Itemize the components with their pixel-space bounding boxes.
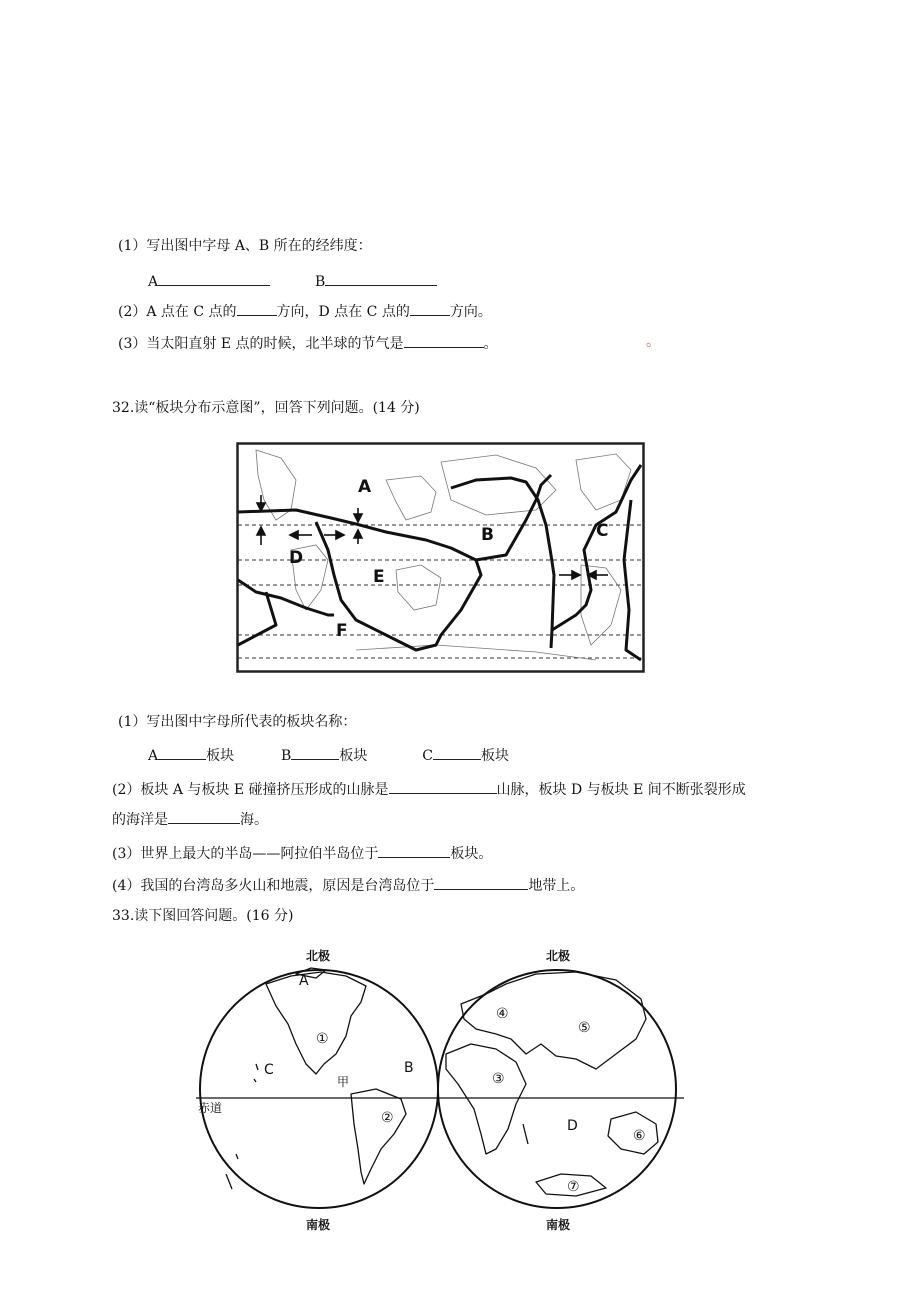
plate-word-b: 板块 [339, 748, 368, 764]
q32-sub1-b-label: B [281, 748, 292, 764]
q31-sub1-b-label: B [315, 274, 326, 290]
plate-label-f: F [336, 621, 348, 641]
eastern-hemisphere [438, 970, 676, 1208]
q31-sub2-text-2: 方向，D 点在 C 点的 [276, 304, 410, 320]
q31-sub1-text: (1）写出图中字母 A、B 所在的经纬度： [118, 238, 372, 254]
label-3: ③ [492, 1071, 505, 1087]
q32-sub2-text-3: 的海洋是 [112, 812, 168, 828]
plate-word-a: 板块 [206, 748, 235, 764]
north-pole-label-west: 北极 [306, 949, 331, 963]
q32-sub2-line2 [112, 808, 268, 830]
plate-label-b: B [481, 525, 494, 545]
q32-sub2-text-1: (2）板块 A 与板块 E 碰撞挤压形成的山脉是 [112, 782, 389, 798]
label-6: ⑥ [633, 1128, 646, 1144]
q32-sub4-text-2: 地带上。 [528, 878, 585, 894]
equator-label: 赤道 [198, 1101, 223, 1115]
q31-sub2-text-3: 方向。 [449, 304, 492, 320]
answer-blank-b-coords[interactable] [325, 270, 437, 286]
q31-sub2-text-1: (2）A 点在 C 点的 [118, 304, 237, 320]
q32-title: 32.读“板块分布示意图”，回答下列问题。(14 分) [112, 400, 420, 416]
label-7: ⑦ [567, 1179, 580, 1195]
label-2: ② [381, 1110, 394, 1126]
q32-sub1-answers [148, 744, 509, 766]
q32-sub1-a-label: A [148, 748, 159, 764]
label-4: ④ [496, 1006, 509, 1022]
q32-sub1-c-label: C [422, 748, 433, 764]
answer-blank-plate-a[interactable] [158, 744, 206, 760]
label-c: C [264, 1062, 274, 1078]
answer-blank-a-coords[interactable] [158, 270, 270, 286]
plate-label-a: A [358, 477, 372, 497]
answer-blank-plate-b[interactable] [291, 744, 339, 760]
q32-sub3 [112, 842, 492, 864]
answer-blank-a-direction[interactable] [237, 300, 277, 316]
plate-label-c: C [596, 521, 609, 541]
plate-label-e: E [373, 567, 385, 587]
answer-blank-d-direction[interactable] [410, 300, 450, 316]
hemispheres-map [196, 944, 686, 1234]
label-d: D [567, 1118, 578, 1134]
answer-blank-plate-c[interactable] [433, 744, 481, 760]
south-pole-label-west: 南极 [306, 1218, 331, 1232]
answer-blank-arabian-plate[interactable] [378, 842, 450, 858]
north-pole-label-east: 北极 [546, 949, 571, 963]
label-a: A [299, 973, 309, 989]
q31-sub1-a-label: A [148, 274, 159, 290]
answer-blank-sea[interactable] [168, 808, 240, 824]
q32-sub3-text-1: (3）世界上最大的半岛——阿拉伯半岛位于 [112, 846, 379, 862]
jia-label: 甲 [337, 1075, 350, 1089]
q31-sub3-text-1: (3）当太阳直射 E 点的时候，北半球的节气是 [118, 336, 404, 352]
answer-blank-taiwan-zone[interactable] [434, 874, 528, 890]
q32-sub1: (1）写出图中字母所代表的板块名称： [118, 714, 357, 730]
answer-blank-mountains[interactable] [389, 778, 497, 794]
plate-distribution-map [236, 440, 646, 676]
q31-sub3-text-2: 。 [483, 336, 498, 352]
q31-sub1-answers [148, 270, 437, 292]
label-b: B [404, 1060, 414, 1076]
red-mark: 。 [646, 334, 660, 350]
q31-sub3 [118, 332, 498, 354]
q32-sub3-text-2: 板块。 [450, 846, 493, 862]
label-1: ① [316, 1031, 329, 1047]
plate-label-d: D [289, 548, 304, 568]
western-hemisphere [200, 970, 438, 1208]
label-5: ⑤ [578, 1020, 591, 1036]
q31-sub1 [118, 236, 372, 256]
plate-word-c: 板块 [480, 748, 509, 764]
answer-blank-solar-term[interactable] [404, 332, 484, 348]
q32-sub4 [112, 874, 584, 896]
q32-sub2 [112, 778, 746, 800]
q31-sub2 [118, 300, 492, 322]
q32-sub4-text-1: (4）我国的台湾岛多火山和地震，原因是台湾岛位于 [112, 878, 435, 894]
south-pole-label-east: 南极 [546, 1218, 571, 1232]
q32-sub2-text-2: 山脉，板块 D 与板块 E 间不断张裂形成 [496, 782, 746, 798]
q33-title: 33.读下图回答问题。(16 分) [112, 908, 294, 924]
q32-sub2-text-4: 海。 [240, 812, 268, 828]
